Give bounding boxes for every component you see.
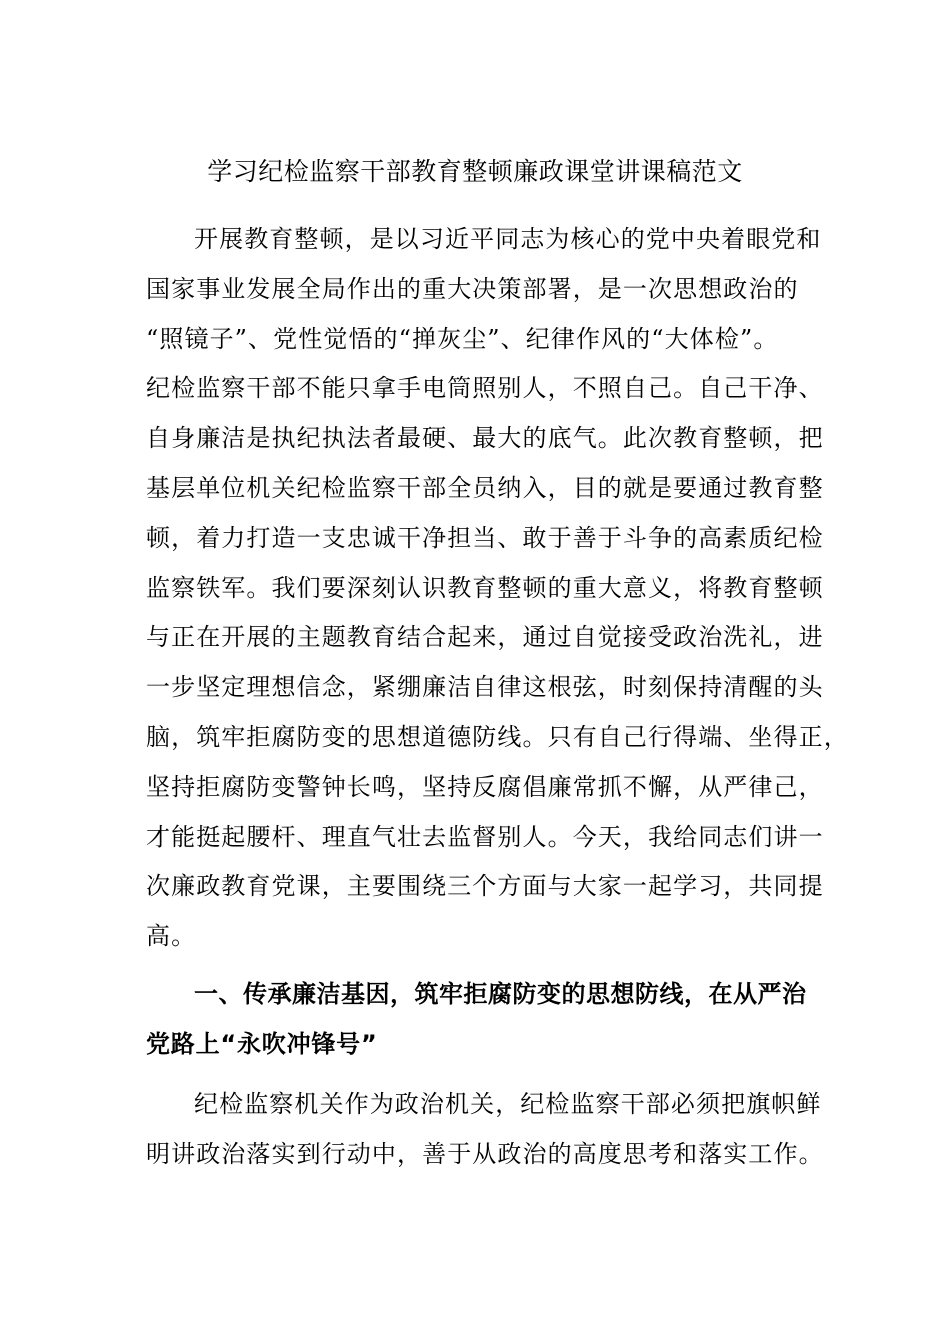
text-line: 纪检监察干部不能只拿手电筒照别人，不照自己。自己干净、 [146,374,824,403]
text-line: 才能挺起腰杆、理直气壮去监督别人。今天，我给同志们讲一 [146,822,824,851]
text-line: 监察铁军。我们要深刻认识教育整顿的重大意义，将教育整顿 [146,573,824,602]
text-line: 纪检监察机关作为政治机关，纪检监察干部必须把旗帜鲜 [194,1090,822,1118]
heading-line: 党路上“永吹冲锋号” [146,1029,378,1058]
section-1-heading [146,970,806,1070]
document-title: 学习纪检监察干部教育整顿廉政课堂讲课稿范文 [207,157,743,186]
text-line: 高。 [146,922,197,951]
text-line: “照镜子”、党性觉悟的“掸灰尘”、纪律作风的“大体检”。 [146,324,779,353]
text-line: 基层单位机关纪检监察干部全员纳入，目的就是要通过教育整 [146,473,824,502]
text-line: 坚持拒腐防变警钟长鸣，坚持反腐倡廉常抓不懈，从严律己， [146,772,824,801]
text-line: 自身廉洁是执纪执法者最硬、最大的底气。此次教育整顿，把 [146,424,824,453]
text-line: 与正在开展的主题教育结合起来，通过自觉接受政治洗礼，进 [146,623,824,652]
text-line: 国家事业发展全局作出的重大决策部署，是一次思想政治的 [146,274,799,303]
text-line: 次廉政教育党课，主要围绕三个方面与大家一起学习，共同提 [146,872,824,901]
text-line: 开展教育整顿，是以习近平同志为核心的党中央着眼党和 [194,225,822,253]
section-1-body [146,1080,824,1180]
text-line: 顿，着力打造一支忠诚干净担当、敢于善于斗争的高素质纪检 [146,523,824,552]
text-line: 明讲政治落实到行动中，善于从政治的高度思考和落实工作。 [146,1139,824,1168]
text-line: 脑，筑牢拒腐防变的思想道德防线。只有自己行得端、坐得正， [146,722,849,751]
intro-paragraph [146,215,849,962]
heading-line: 一、传承廉洁基因，筑牢拒腐防变的思想防线，在从严治 [194,980,807,1008]
text-line: 一步坚定理想信念，紧绷廉洁自律这根弦，时刻保持清醒的头 [146,673,824,702]
